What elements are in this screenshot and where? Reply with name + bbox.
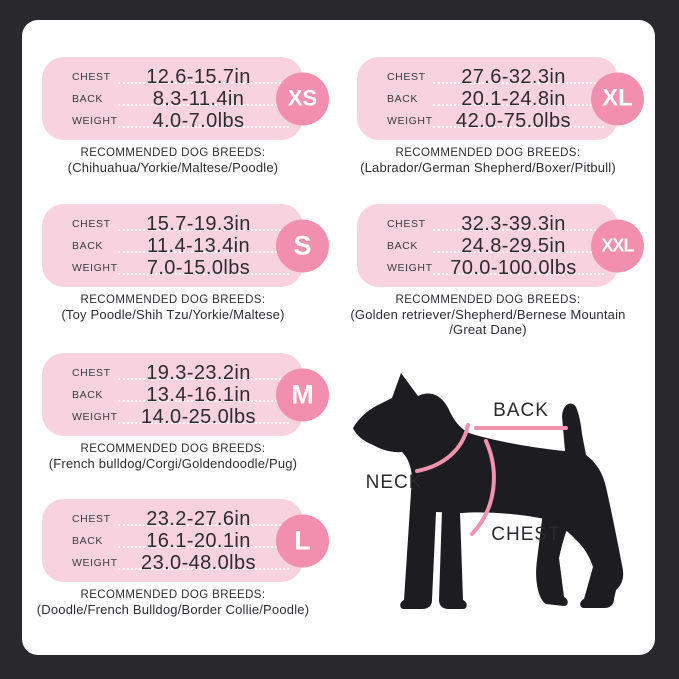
measure-row-chest [72, 362, 289, 384]
size-card-xxl [357, 204, 634, 287]
measure-row-weight [387, 257, 604, 279]
measure-row-chest [72, 66, 289, 88]
chest-label: CHEST [72, 71, 111, 83]
back-value: 13.4-16.1in [146, 383, 251, 406]
chest-label: CHEST [72, 367, 111, 379]
size-card-l [42, 499, 311, 582]
measure-row-back [72, 530, 289, 552]
chest-value: 15.7-19.3in [146, 212, 251, 235]
size-card-m [42, 353, 314, 436]
weight-value: 23.0-48.0lbs [141, 551, 256, 574]
back-label: BACK [387, 93, 418, 105]
chest-value: 32.3-39.3in [461, 212, 566, 235]
size-section-m [42, 353, 314, 472]
size-card-xl [357, 57, 633, 140]
size-section-xxl [350, 204, 634, 338]
chest-label: CHEST [387, 71, 426, 83]
measure-row-back [72, 88, 289, 110]
weight-label: WEIGHT [72, 557, 118, 569]
measure-row-weight [72, 257, 289, 279]
size-badge-xl: XL [591, 72, 644, 125]
size-chart-panel [22, 20, 655, 655]
back-value: 24.8-29.5in [461, 234, 566, 257]
weight-value: 70.0-100.0lbs [450, 256, 577, 279]
dog-far-front-leg [439, 510, 467, 609]
size-badge-xs: XS [276, 72, 329, 125]
weight-label: WEIGHT [387, 262, 433, 274]
chest-label: CHEST [387, 218, 426, 230]
back-label: BACK [72, 240, 103, 252]
chest-label: CHEST [72, 513, 111, 525]
recommended-heading: RECOMMENDED DOG BREEDS: [80, 443, 266, 455]
breed-list: (Golden retriever/Shepherd/Bernese Mountain /Great Dane) [350, 307, 626, 337]
weight-label: WEIGHT [387, 115, 433, 127]
back-value: 11.4-13.4in [147, 234, 250, 257]
back-label: BACK [72, 535, 103, 547]
size-card-s [42, 204, 312, 287]
back-label: BACK [72, 389, 103, 401]
measure-row-weight [387, 110, 604, 132]
back-value: 16.1-20.1in [146, 529, 251, 552]
chest-label: CHEST [72, 218, 111, 230]
size-section-l [36, 499, 311, 618]
size-section-xs [42, 57, 318, 176]
recommended-heading: RECOMMENDED DOG BREEDS: [80, 147, 266, 159]
weight-value: 14.0-25.0lbs [141, 405, 256, 428]
measure-row-back [387, 88, 604, 110]
back-diagram-label: BACK [493, 400, 549, 421]
measure-row-chest [387, 66, 604, 88]
weight-label: WEIGHT [72, 115, 118, 127]
breed-list: (Chihuahua/Yorkie/Maltese/Poodle) [67, 160, 279, 175]
neck-diagram-label: NECK [365, 472, 423, 493]
recommended-heading: RECOMMENDED DOG BREEDS: [80, 294, 266, 306]
recommended-heading: RECOMMENDED DOG BREEDS: [395, 147, 581, 159]
weight-label: WEIGHT [72, 411, 118, 423]
weight-value: 42.0-75.0lbs [456, 109, 571, 132]
recommended-heading: RECOMMENDED DOG BREEDS: [395, 294, 581, 306]
size-badge-s: S [276, 219, 329, 272]
measure-row-back [72, 384, 289, 406]
weight-value: 4.0-7.0lbs [152, 109, 245, 132]
back-value: 8.3-11.4in [152, 87, 245, 110]
measure-row-weight [72, 110, 289, 132]
size-section-s [42, 204, 312, 323]
size-card-xs [42, 57, 318, 140]
chest-diagram-label: CHEST [491, 524, 561, 545]
breed-list: (Toy Poodle/Shih Tzu/Yorkie/Maltese) [61, 307, 285, 322]
breed-list: (Doodle/French Bulldog/Border Collie/Poodle) [36, 602, 310, 617]
weight-label: WEIGHT [72, 262, 118, 274]
breed-list: (Labrador/German Shepherd/Boxer/Pitbull) [360, 160, 616, 175]
back-value: 20.1-24.8in [461, 87, 566, 110]
measure-row-back [72, 235, 289, 257]
weight-value: 7.0-15.0lbs [146, 256, 251, 279]
measure-row-chest [72, 508, 289, 530]
measure-row-weight [72, 552, 289, 574]
recommended-heading: RECOMMENDED DOG BREEDS: [80, 589, 266, 601]
size-badge-l: L [276, 514, 329, 567]
chest-value: 19.3-23.2in [146, 361, 251, 384]
chest-value: 23.2-27.6in [146, 507, 251, 530]
measure-row-chest [72, 213, 289, 235]
measure-row-chest [387, 213, 604, 235]
chest-value: 12.6-15.7in [146, 65, 251, 88]
size-badge-xxl: XXL [591, 219, 644, 272]
back-label: BACK [387, 240, 418, 252]
measure-row-weight [72, 406, 289, 428]
size-section-xl [357, 57, 633, 176]
breed-list: (French bulldog/Corgi/Goldendoodle/Pug) [48, 456, 298, 471]
measure-row-back [387, 235, 604, 257]
dog-measurement-diagram [345, 362, 645, 652]
chest-value: 27.6-32.3in [461, 65, 566, 88]
size-badge-m: M [276, 368, 329, 421]
back-label: BACK [72, 93, 103, 105]
